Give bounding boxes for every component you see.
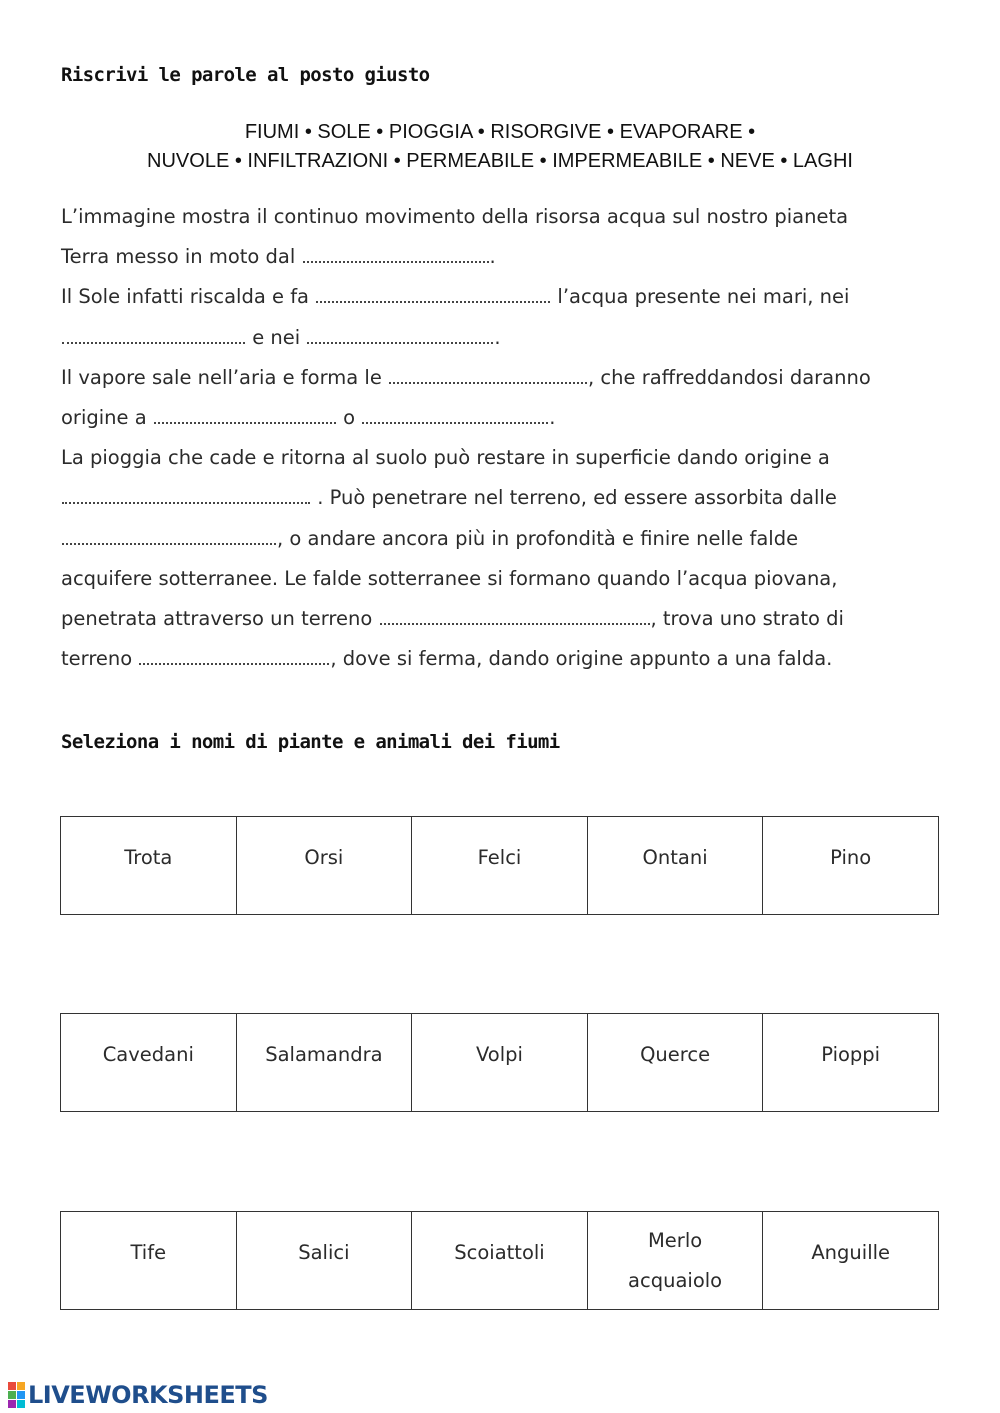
select-cell[interactable]: Cavedani xyxy=(61,1014,237,1112)
blank-input-6[interactable] xyxy=(154,412,336,424)
blank-input-5[interactable] xyxy=(389,372,587,384)
text-line-1: L’immagine mostra il continuo movimento della risorsa acqua sul nostro pianeta xyxy=(61,205,849,228)
select-cell[interactable]: Pino xyxy=(763,817,939,915)
select-cell[interactable]: Ontani xyxy=(587,817,763,915)
select-cell[interactable]: Tife xyxy=(61,1212,237,1310)
select-cell[interactable]: Felci xyxy=(412,817,588,915)
select-cell[interactable]: Querce xyxy=(587,1014,763,1112)
blank-input-7[interactable] xyxy=(362,412,548,424)
brand-name: LIVEWORKSHEETS xyxy=(28,1381,268,1409)
blank-input-11[interactable] xyxy=(139,653,329,665)
blank-input-4[interactable] xyxy=(307,332,493,344)
select-cell[interactable]: Anguille xyxy=(763,1212,939,1310)
select-cell[interactable]: Volpi xyxy=(412,1014,588,1112)
select-cell[interactable]: Scoiattoli xyxy=(412,1212,588,1310)
word-bank-line-2: NUVOLE • INFILTRAZIONI • PERMEABILE • IMPERMEABILE • NEVE • LAGHI xyxy=(147,150,853,172)
word-bank-line-1: FIUMI • SOLE • PIOGGIA • RISORGIVE • EVAPORARE • xyxy=(244,121,756,143)
select-cell[interactable]: Orsi xyxy=(236,817,412,915)
blank-input-1[interactable] xyxy=(303,251,489,263)
blank-input-10[interactable] xyxy=(380,613,650,625)
selection-table-row-1 xyxy=(60,816,939,915)
text-line-6: origine a o . xyxy=(61,405,556,429)
cell-merlo-acquaiolo: Merlo acquaiolo xyxy=(628,1228,723,1292)
section1-heading: Riscrivi le parole al posto giusto xyxy=(61,64,430,86)
text-line-2: Terra messo in moto dal . xyxy=(61,245,496,269)
fill-in-paragraph xyxy=(61,197,961,679)
text-line-3: Il Sole infatti riscalda e fa l’acqua presente nei mari, nei xyxy=(61,285,850,309)
liveworksheets-logo xyxy=(8,1381,268,1409)
blank-input-9[interactable] xyxy=(62,533,276,545)
select-cell[interactable]: Trota xyxy=(61,817,237,915)
text-line-5: Il vapore sale nell’aria e forma le , che raffreddandosi daranno xyxy=(61,365,871,389)
blank-input-2[interactable] xyxy=(316,291,550,303)
select-cell[interactable]: Pioppi xyxy=(763,1014,939,1112)
select-cell[interactable] xyxy=(587,1212,763,1310)
text-line-7: La pioggia che cade e ritorna al suolo può restare in superficie dando origine a xyxy=(61,446,830,470)
text-line-8: . Può penetrare nel terreno, ed essere assorbita dalle xyxy=(61,478,961,518)
selection-table-row-2 xyxy=(60,1013,939,1112)
text-line-4: e nei . xyxy=(61,318,961,358)
selection-table-row-3 xyxy=(60,1211,939,1310)
select-cell[interactable]: Salici xyxy=(236,1212,412,1310)
text-line-11: penetrata attraverso un terreno , trova uno strato di xyxy=(61,606,844,630)
liveworksheets-logo-icon xyxy=(8,1382,25,1408)
section2-heading: Seleziona i nomi di piante e animali dei fiumi xyxy=(61,731,560,753)
select-cell[interactable]: Salamandra xyxy=(236,1014,412,1112)
blank-input-3[interactable] xyxy=(62,332,245,344)
text-line-9: , o andare ancora più in profondità e finire nelle falde xyxy=(61,519,961,559)
text-line-10: acquifere sotterranee. Le falde sotterranee si formano quando l’acqua piovana, xyxy=(61,566,838,590)
blank-input-8[interactable] xyxy=(62,492,310,504)
text-line-12: terreno , dove si ferma, dando origine appunto a una falda. xyxy=(61,647,833,671)
